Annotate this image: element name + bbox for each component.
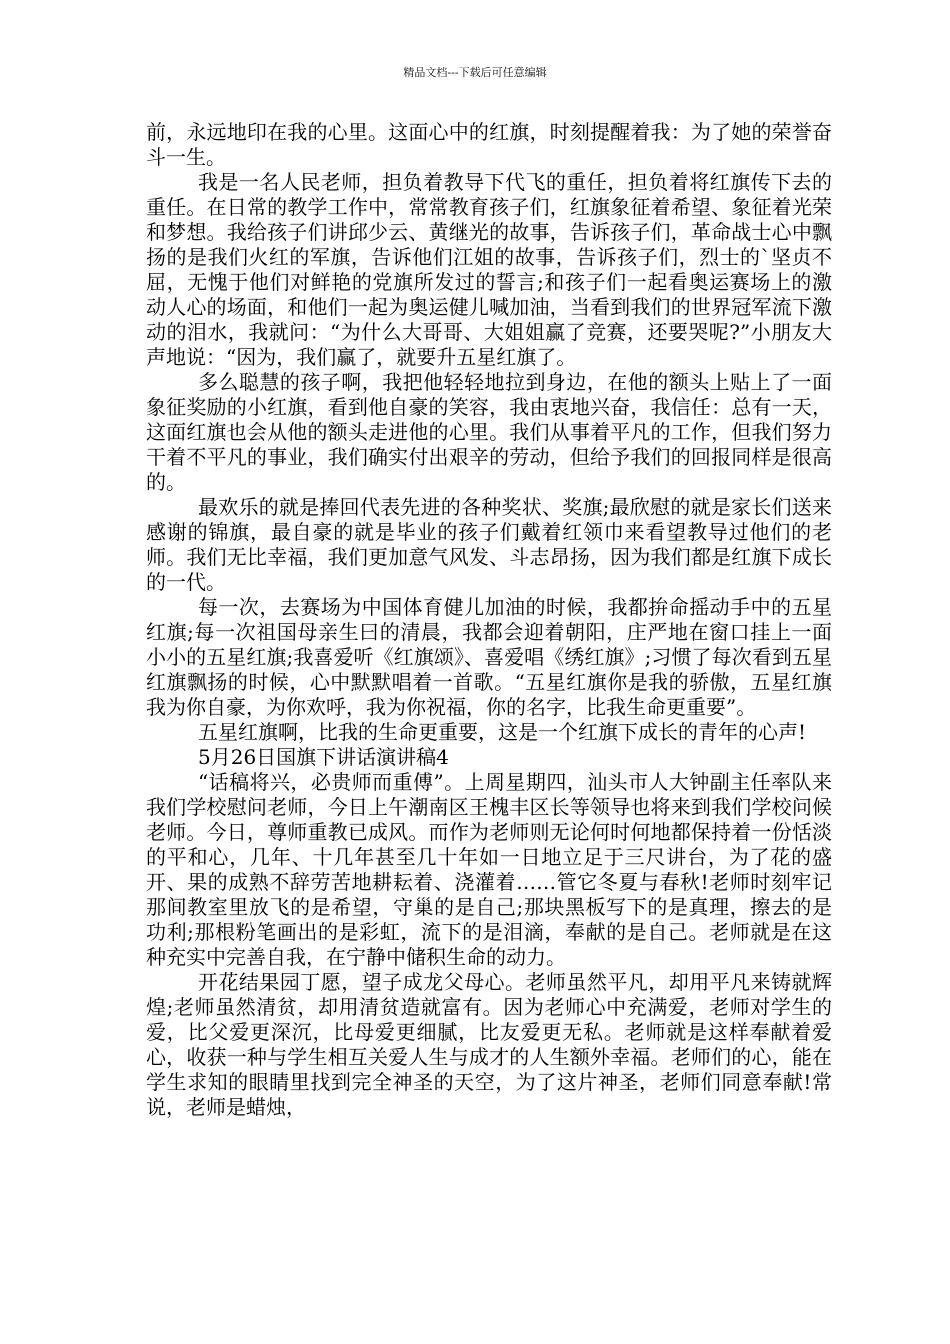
document-body <box>146 120 832 1120</box>
page-header: 精品文档---下载后可任意编辑 <box>403 66 547 79</box>
paragraph: 每一次，去赛场为中国体育健儿加油的时候，我都拚命摇动手中的五星红旗;每一次祖国母亲生曰的清晨，我都会迎着朝阳，庄严地在窗口挂上一面小小的五星红旗;我喜爱听《红旗颂》、喜爱唱《绣红旗》;习惯了每次看到五星红旗飘扬的时候，心中默默唱着一首歌。“五星红旗你是我的骄傲，五星红旗我为你自豪，为你欢呼，我为你祝福，你的名字，比我生命更重要”。 <box>146 595 832 719</box>
paragraph: 最欢乐的就是捧回代表先进的各种奖状、奖旗;最欣慰的就是家长们送来感谢的锦旗，最自豪的就是毕业的孩子们戴着红领巾来看望教导过他们的老师。我们无比幸福，我们更加意气风发、斗志昂扬，因为我们都是红旗下成长的一代。 <box>146 495 832 594</box>
paragraph: 开花结果园丁愿，望子成龙父母心。老师虽然平凡，却用平凡来铸就辉煌;老师虽然清贫，却用清贫造就富有。因为老师心中充满爱，老师对学生的爱，比父爱更深沉，比母爱更细腻，比友爱更无私。老师就是这样奉献着爱心，收获一种与学生相互关爱人生与成才的人生额外幸福。老师们的心，能在学生求知的眼睛里找到完全神圣的天空，为了这片神圣，老师们同意奉献!常说，老师是蜡烛， <box>146 970 832 1119</box>
paragraph: “话稿将兴，必贵师而重傅”。上周星期四，汕头市人大钟副主任率队来我们学校慰问老师，今日上午潮南区王槐丰区长等领导也将来到我们学校问候老师。今日，尊师重教已成风。而作为老师则无论何时何地都保持着一份恬淡的平和心，几年、十几年甚至几十年如一日地立足于三尺讲台，为了花的盛开、果的成熟不辞劳苦地耕耘着、浇灌着……管它冬夏与春秋!老师时刻牢记那间教室里放飞的是希望，守巢的是自己;那块黑板写下的是真理，擦去的是功利;那根粉笔画出的是彩虹，流下的是泪滴，奉献的是自己。老师就是在这种充实中完善自我，在宁静中储积生命的动力。 <box>146 770 832 969</box>
paragraph: 我是一名人民老师，担负着教导下代飞的重任，担负着将红旗传下去的重任。在日常的教学工作中，常常教育孩子们，红旗象征着希望、象征着光荣和梦想。我给孩子们讲邱少云、黄继光的故事，告诉孩子们，革命战士心中飘扬的是我们火红的军旗，告诉他们江姐的故事，告诉孩子们，烈士的`坚贞不屈，无愧于他们对鲜艳的党旗所发过的誓言;和孩子们一起看奥运赛场上的激动人心的场面，和他们一起为奥运健儿喊加油，当看到我们的世界冠军流下激动的泪水，我就问：“为什么大哥哥、大姐姐赢了竞赛，还要哭呢?”小朋友大声地说：“因为，我们赢了，就要升五星红旗了。 <box>146 170 832 369</box>
paragraph: 五星红旗啊，比我的生命更重要，这是一个红旗下成长的青年的心声! <box>198 720 807 744</box>
paragraph-continuation: 前，永远地印在我的心里。这面心中的红旗，时刻提醒着我：为了她的荣誉奋斗一生。 <box>146 120 832 169</box>
section-heading: 5月26日国旗下讲话演讲稿4 <box>198 745 449 769</box>
paragraph: 多么聪慧的孩子啊，我把他轻轻地拉到身边，在他的额头上贴上了一面象征奖励的小红旗，看到他自豪的笑容，我由衷地兴奋，我信任：总有一天，这面红旗也会从他的额头走进他的心里。我们从事着平凡的工作，但我们努力干着不平凡的事业，我们确实付出艰辛的劳动，但给予我们的回报同样是很高的。 <box>146 370 832 494</box>
